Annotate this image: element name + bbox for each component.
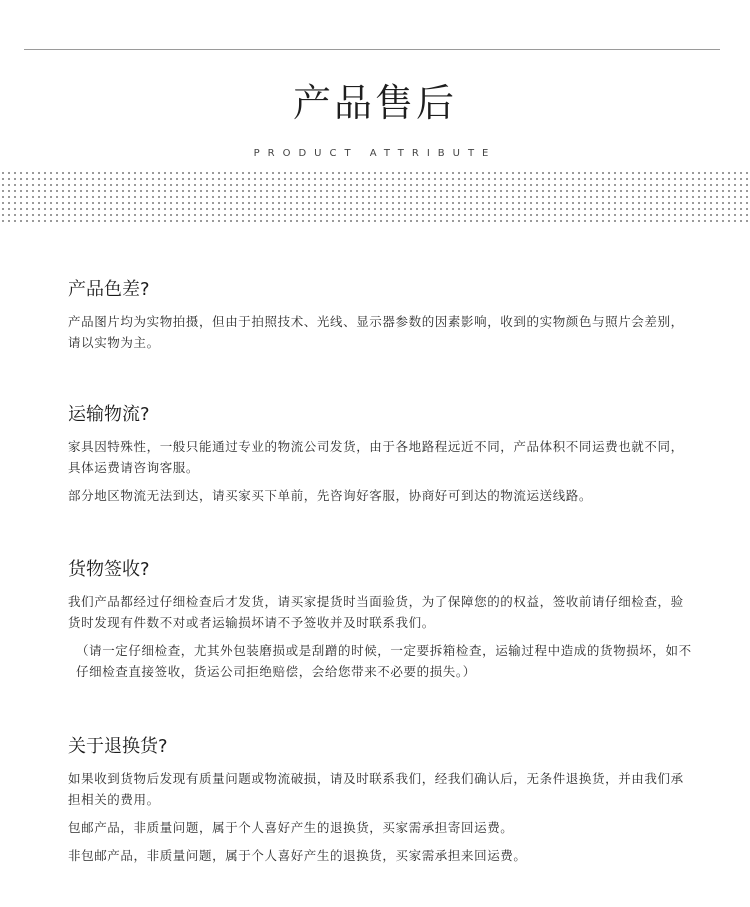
page-title: 产品售后 — [292, 81, 457, 125]
section-shipping — [68, 400, 693, 513]
section-heading: 运输物流? — [68, 404, 150, 425]
section-paragraph: 家具因特殊性，一般只能通过专业的物流公司发货，由于各地路程远近不同，产品体积不同运费也就不同，具体运费请咨询客服。 — [68, 439, 684, 475]
section-paragraph: 非包邮产品，非质量问题，属于个人喜好产生的退换货，买家需承担来回运费。 — [68, 848, 527, 863]
section-paragraph: 包邮产品，非质量问题，属于个人喜好产生的退换货，买家需承担寄回运费。 — [68, 820, 514, 835]
section-paragraph: 如果收到货物后发现有质量问题或物流破损，请及时联系我们，经我们确认后，无条件退换货，并由我们承担相关的费用。 — [68, 771, 684, 807]
section-returns — [68, 732, 693, 873]
section-heading: 货物签收? — [68, 559, 150, 580]
section-delivery-receipt — [68, 555, 693, 689]
top-divider — [24, 49, 720, 50]
section-paragraph: 我们产品都经过仔细检查后才发货，请买家提货时当面验货，为了保障您的的权益，签收前请仔细检查，验货时发现有件数不对或者运输损坏请不予签收并及时联系我们。 — [68, 594, 684, 630]
section-note: （请一定仔细检查，尤其外包装磨损或是刮蹭的时候，一定要拆箱检查，运输过程中造成的货物损坏，如不仔细检查直接签收，货运公司拒绝赔偿，会给您带来不必要的损失。） — [76, 643, 692, 679]
section-paragraph: 产品图片均为实物拍摄，但由于拍照技术、光线、显示器参数的因素影响，收到的实物颜色与照片会差别，请以实物为主。 — [68, 314, 684, 350]
section-heading: 关于退换货? — [68, 736, 168, 757]
section-heading: 产品色差? — [68, 279, 150, 300]
section-color-difference — [68, 275, 693, 360]
page-subtitle: PRODUCT ATTRIBUTE — [253, 148, 497, 159]
dotted-pattern-band — [0, 170, 750, 226]
section-paragraph: 部分地区物流无法到达，请买家买下单前，先咨询好客服，协商好可到达的物流运送线路。 — [68, 488, 593, 503]
